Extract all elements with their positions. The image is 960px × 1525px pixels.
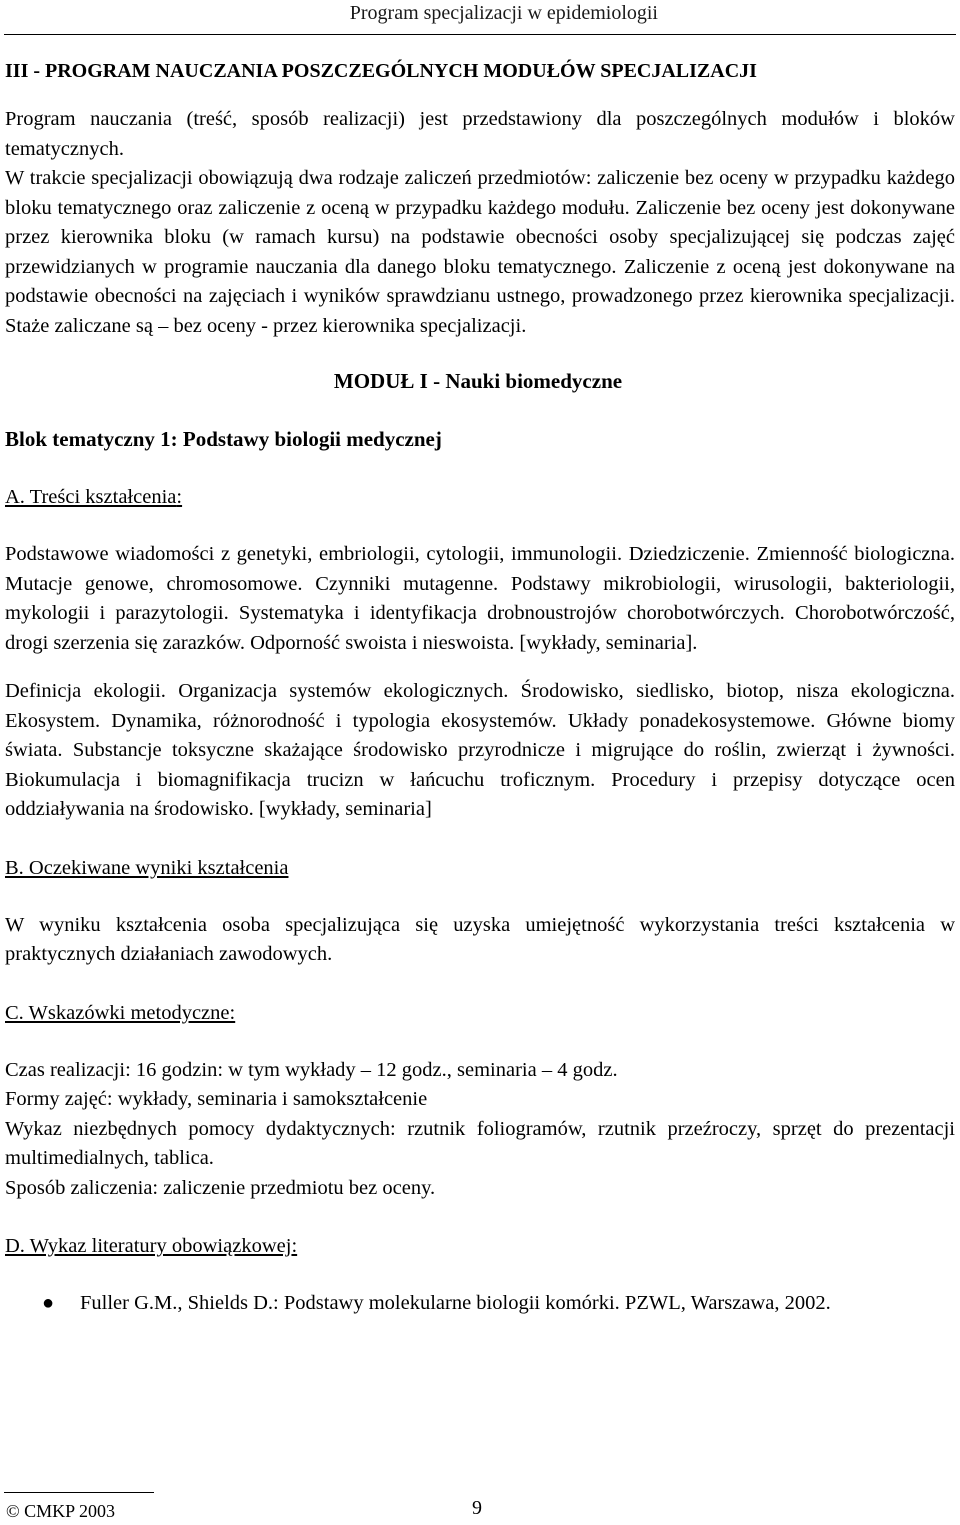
- block-title: Blok tematyczny 1: Podstawy biologii medycznej: [5, 427, 442, 451]
- heading-c-text: C. Wskazówki metodyczne: [5, 1001, 230, 1024]
- literature-list: [5, 1289, 955, 1319]
- running-header: Program specjalizacji w epidemiologii: [349, 2, 658, 24]
- content: [5, 56, 955, 1319]
- heading-d-colon: :: [291, 1235, 298, 1257]
- part-b-paragraph: W wyniku kształcenia osoba specjalizująca się uzyska umiejętność wykorzystania treści kształcenia w praktycznych działaniach zawodowych.: [5, 913, 955, 965]
- page-number: 9: [472, 1497, 482, 1519]
- section-title: III - PROGRAM NAUCZANIA POSZCZEGÓLNYCH MODUŁÓW SPECJALIZACJI: [5, 60, 757, 82]
- part-c-line-4: Sposób zaliczenia: zaliczenie przedmiotu bez oceny.: [5, 1176, 436, 1199]
- heading-c: [5, 998, 955, 1028]
- heading-c-colon: :: [229, 1001, 236, 1024]
- heading-a-text: A. Treści kształcenia: [5, 486, 177, 508]
- header-rule: [4, 34, 956, 35]
- footer-rule: [4, 1492, 154, 1493]
- module-title: MODUŁ I - Nauki biomedyczne: [333, 369, 623, 393]
- bullet-icon: ●: [42, 1292, 55, 1314]
- list-item: [5, 1289, 955, 1319]
- intro-paragraph-1: Program nauczania (treść, sposób realizacji) jest przedstawiony dla poszczególnych modułów i bloków tematycznych.: [5, 108, 955, 160]
- intro-paragraph-2: W trakcie specjalizacji obowiązują dwa rodzaje zaliczeń przedmiotów: zaliczenie bez oceny w przypadku każdego bloku tematycznego oraz zaliczenie z oceną w przypadku każdego modułu. Zaliczenie bez oceny jest dokonywane przez kierownika bloku (w ramach kursu) na podstawie obecności osoby specjalizującej się podczas zajęć przewidzianych w programie nauczania dla danego bloku tematycznego. Zaliczenie z oceną jest dokonywane na podstawie obecności na zajęciach i wyników sprawdzianu ustnego, prowadzonego przez kierownika specjalizacji. Staże zaliczane są – bez oceny - przez kierownika specjalizacji.: [5, 167, 955, 337]
- heading-a-colon: :: [176, 486, 183, 508]
- part-a-paragraph-1: Podstawowe wiadomości z genetyki, embriologii, cytologii, immunologii. Dziedziczenie. Zmienność biologiczna. Mutacje genowe, chromosomowe. Czynniki mutagenne. Podstawy mikrobiologii, wirusologii, bakteriologii, mykologii i parazytologii. Systematyka i identyfikacja drobnoustrojów chorobotwórczych. Chorobotwórczość, drogi szerzenia się zarazków. Odporność swoista i nieswoista. [wykłady, seminaria].: [5, 543, 955, 654]
- part-c-line-2: Formy zajęć: wykłady, seminaria i samokształcenie: [5, 1088, 428, 1110]
- part-a-paragraph-2: Definicja ekologii. Organizacja systemów ekologicznych. Środowisko, siedlisko, biotop, nisza ekologiczna. Ekosystem. Dynamika, różnorodność i typologia ekosystemów. Układy ponadekosystemowe. Główne biomy świata. Substancje toksyczne skażające środowisko przyrodnicze i migrujące do roślin, zwierząt i żywności. Biokumulacja i biomagnifikacja trucizn w łańcuchu troficznym. Procedury i przepisy dotyczące ocen oddziaływania na środowisko. [wykłady, seminaria]: [5, 680, 955, 820]
- heading-b: B. Oczekiwane wyniki kształcenia: [5, 856, 289, 879]
- literature-item-text: Fuller G.M., Shields D.: Podstawy molekularne biologii komórki. PZWL, Warszawa, 2002.: [80, 1292, 831, 1314]
- part-c-line-1: Czas realizacji: 16 godzin: w tym wykłady – 12 godz., seminaria – 4 godz.: [5, 1058, 618, 1081]
- heading-a: [5, 482, 955, 512]
- heading-d: [5, 1231, 955, 1261]
- footer-copyright: © CMKP 2003: [6, 1501, 116, 1521]
- heading-d-text: D. Wykaz literatury obowiązkowej: [5, 1235, 292, 1257]
- part-c-line-3: Wykaz niezbędnych pomocy dydaktycznych: rzutnik foliogramów, rzutnik przeźroczy, sprzęt do prezentacji multimedialnych, tablica.: [5, 1117, 955, 1169]
